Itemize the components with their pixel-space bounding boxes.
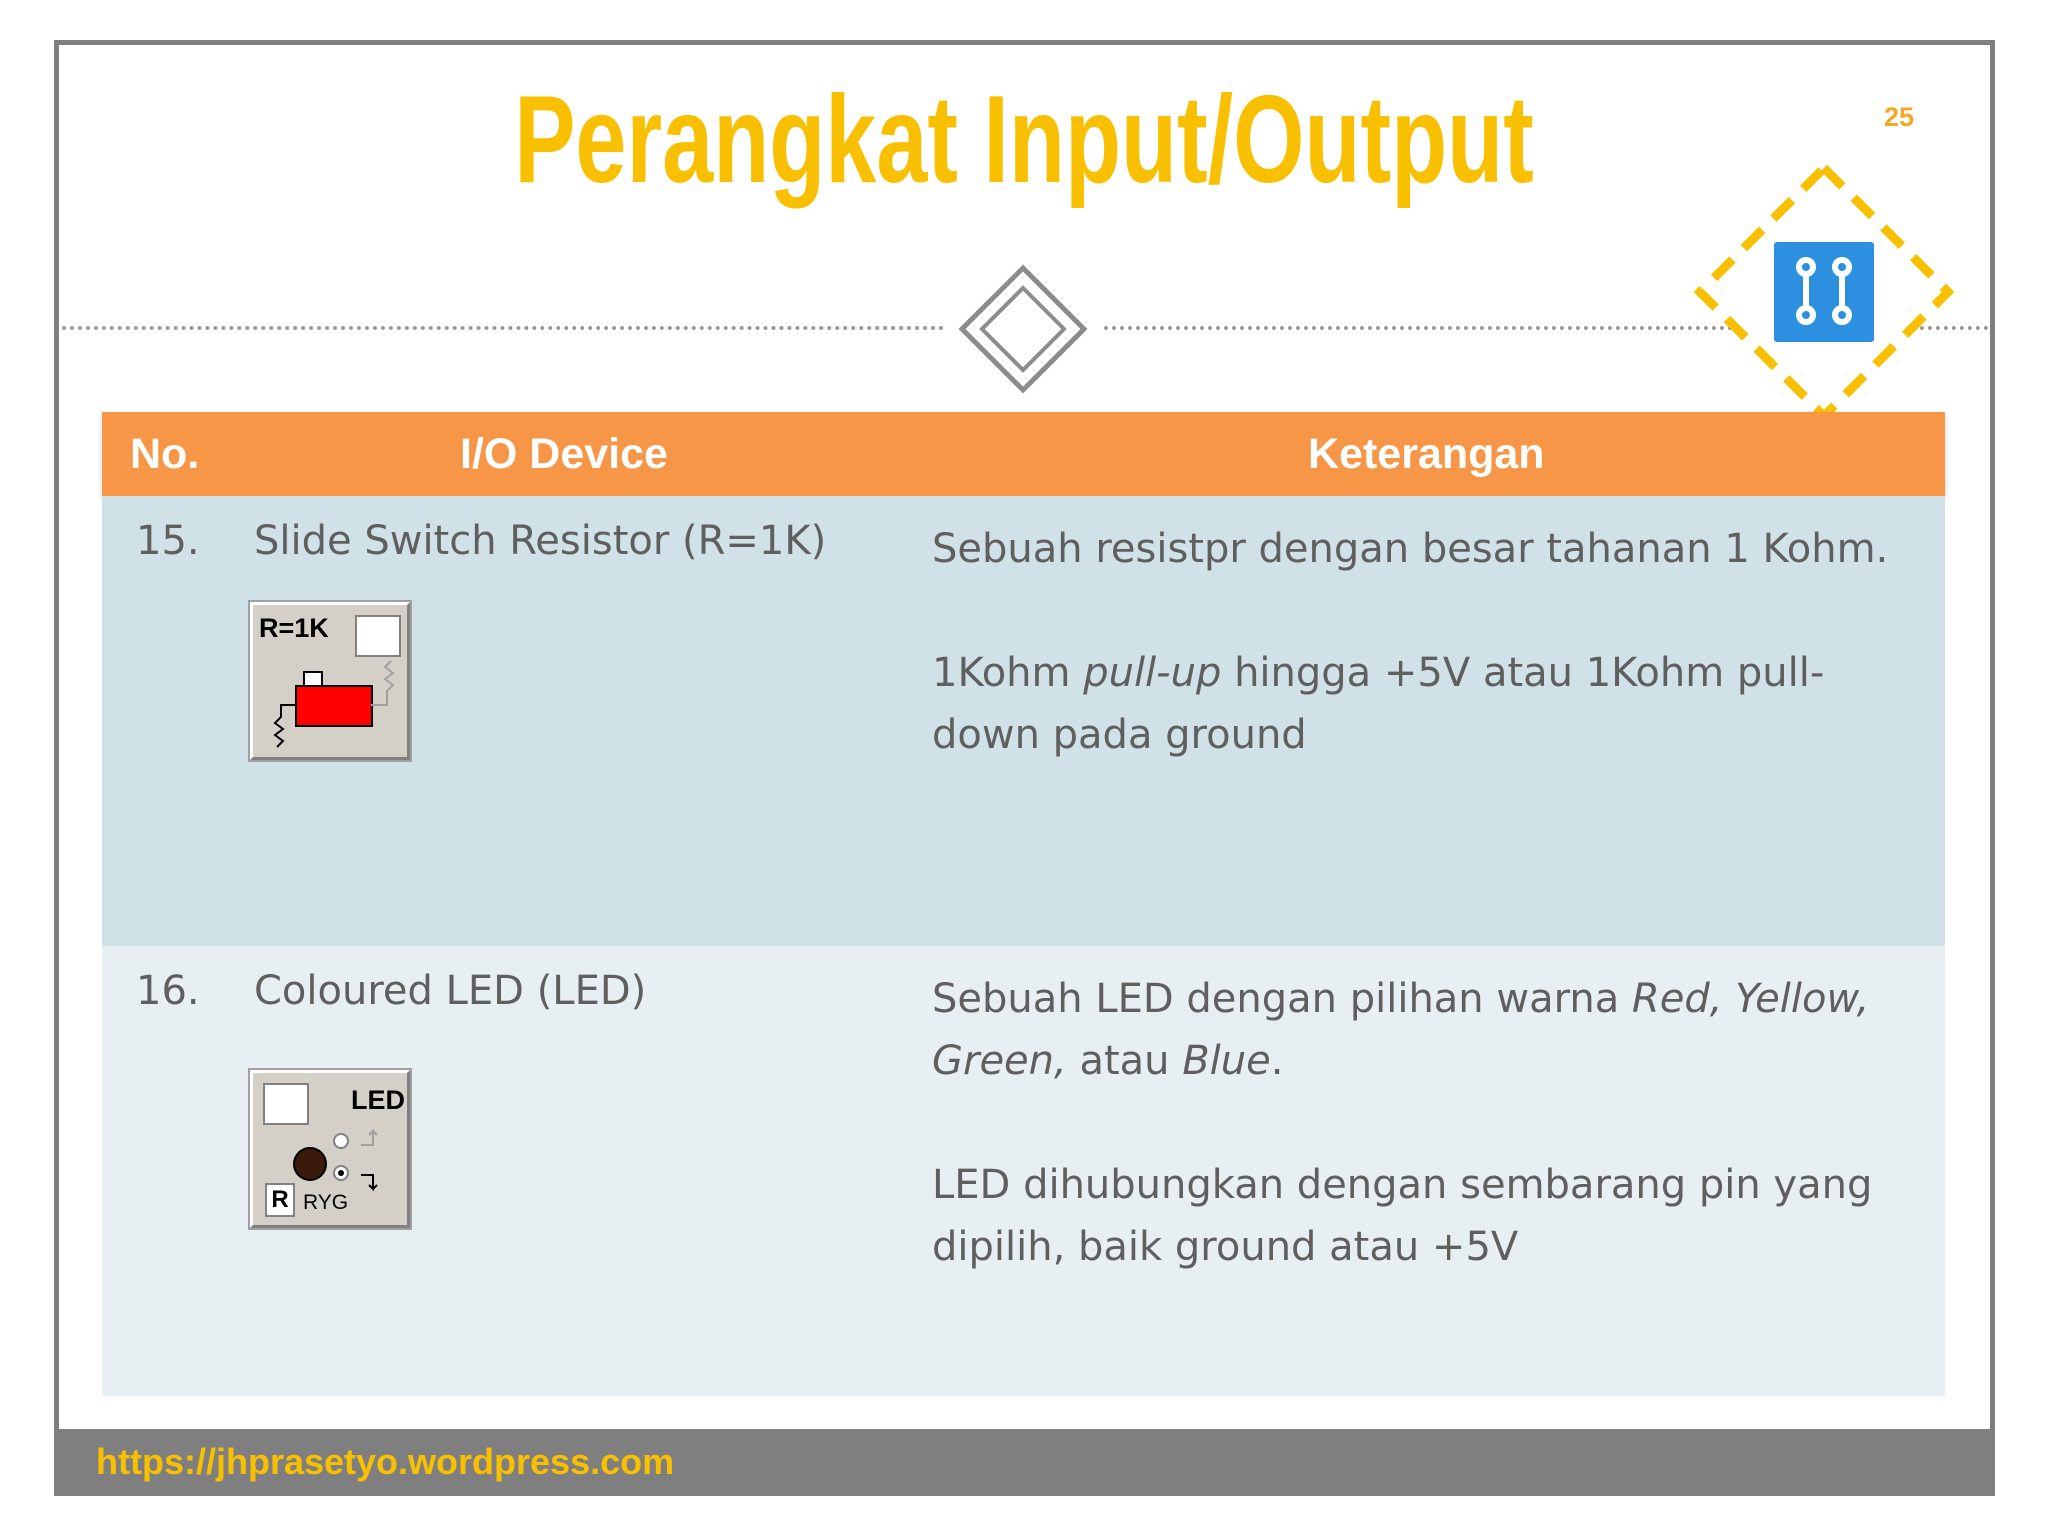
color-mode-box: R bbox=[265, 1183, 295, 1217]
description-line-1: Sebuah resistpr dengan besar tahanan 1 Kohm. bbox=[932, 526, 1889, 572]
page-number: 25 bbox=[1884, 102, 1915, 132]
table-row bbox=[102, 946, 1945, 1396]
header-device: I/O Device bbox=[460, 430, 668, 478]
divider-left bbox=[62, 326, 944, 330]
row-number: 15. bbox=[136, 518, 200, 564]
slide-switch-resistor-image bbox=[250, 602, 410, 760]
device-description bbox=[932, 518, 1932, 766]
description-line-2: 1Kohm pull-up hingga +5V atau 1Kohm pull-down pada ground bbox=[932, 650, 1825, 758]
color-mode-label: RYG bbox=[303, 1191, 349, 1214]
io-device-table bbox=[102, 412, 1945, 1396]
table-header bbox=[102, 412, 1945, 496]
coloured-led-image bbox=[250, 1070, 410, 1228]
device-name: Coloured LED (LED) bbox=[254, 968, 647, 1014]
double-diamond-icon bbox=[958, 264, 1088, 394]
description-line-2: LED dihubungkan dengan sembarang pin yang dipilih, baik ground atau +5V bbox=[932, 1162, 1873, 1270]
component-label: R=1K bbox=[259, 613, 329, 643]
header-description: Keterangan bbox=[1308, 430, 1545, 478]
description-line-1: Sebuah LED dengan pilihan warna Red, Yellow, Green, atau Blue. bbox=[932, 976, 1870, 1084]
device-name: Slide Switch Resistor (R=1K) bbox=[254, 518, 827, 564]
header-no: No. bbox=[130, 430, 200, 478]
footer-bar bbox=[54, 1429, 1995, 1496]
table-row bbox=[102, 496, 1945, 946]
slide-title: Perangkat Input/Output bbox=[514, 71, 1534, 209]
switch-toggle-icon bbox=[1694, 162, 1954, 422]
footer-url[interactable]: https://jhprasetyo.wordpress.com bbox=[96, 1441, 675, 1482]
row-number: 16. bbox=[136, 968, 200, 1014]
component-label: LED bbox=[351, 1085, 405, 1115]
resistor-wires bbox=[253, 605, 407, 757]
device-description bbox=[932, 968, 1932, 1278]
